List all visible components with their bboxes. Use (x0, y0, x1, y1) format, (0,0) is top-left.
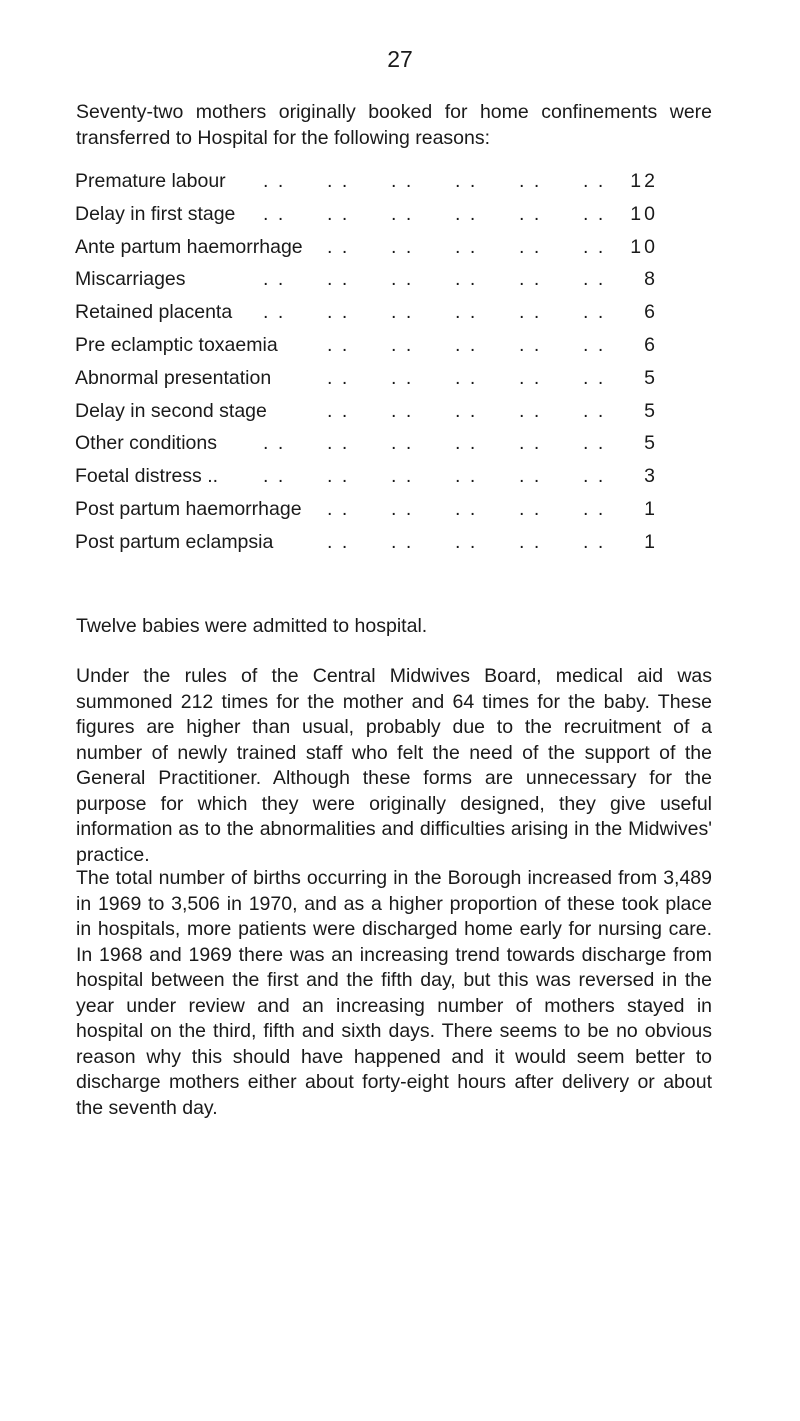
leader-dots: . . (263, 170, 286, 192)
reason-label: Other conditions (75, 432, 217, 455)
leader-dots: . . (391, 202, 414, 225)
leader-dots: . . (327, 202, 350, 225)
reason-label: Abnormal presentation (75, 366, 272, 389)
leader-dots: . . (519, 333, 542, 356)
leader-dots: . . (391, 333, 414, 356)
leader-dots: . . (519, 366, 542, 389)
reason-count: 3 (644, 465, 658, 488)
leader-dots: . . (455, 530, 478, 553)
leader-dots: . . (455, 465, 478, 488)
leader-dots: . . (455, 170, 478, 192)
leader-dots: . . (519, 465, 542, 488)
leader-dots: . . (519, 530, 542, 553)
leader-dots: . . (583, 202, 606, 225)
leader-dots: . . (327, 432, 350, 455)
leader-dots: . . (455, 333, 478, 356)
reason-label: Delay in first stage (75, 202, 236, 225)
leader-dots: . . (455, 268, 478, 291)
leader-dots: . . (391, 301, 414, 324)
leader-dots: . . (455, 497, 478, 520)
leader-dots: . . (327, 235, 350, 258)
leader-dots: . . (583, 399, 606, 422)
leader-dots: . . (519, 432, 542, 455)
leader-dots: . . (391, 465, 414, 488)
leader-dots: . . (583, 235, 606, 258)
reason-label: Premature labour (75, 170, 226, 192)
leader-dots: . . (519, 399, 542, 422)
transfer-reasons-list (75, 169, 658, 563)
reason-label: Post partum eclampsia (75, 530, 274, 553)
medical-aid-paragraph: Under the rules of the Central Midwives Board, medical aid was summoned 212 times for the mother and 64 times for the baby. These figures are higher than usual, probably due to the recruitment of a number of newly trained staff who felt the need of the support of the General Practitioner. Although these forms are unnecessary for the purpose for which they were originally designed, they give useful information as to the abnormalities and difficulties arising in the Midwives' practice. (76, 665, 712, 866)
list-item (75, 431, 658, 464)
reason-count: 6 (644, 333, 658, 356)
list-item (75, 464, 658, 497)
leader-dots: . . (455, 202, 478, 225)
leader-dots: . . (519, 170, 542, 192)
reason-count: 1 (644, 497, 658, 520)
leader-dots: . . (327, 268, 350, 291)
intro-paragraph: Seventy-two mothers originally booked for home confinements were transferred to Hospital for the following reasons: (76, 101, 712, 149)
reason-label: Foetal distress .. (75, 465, 219, 488)
babies-note: Twelve babies were admitted to hospital. (76, 615, 428, 637)
leader-dots: . . (519, 301, 542, 324)
leader-dots: . . (455, 366, 478, 389)
leader-dots: . . (327, 497, 350, 520)
list-item (75, 169, 658, 202)
leader-dots: . . (583, 432, 606, 455)
list-item (75, 267, 658, 300)
list-item (75, 399, 658, 432)
leader-dots: . . (263, 432, 286, 455)
leader-dots: . . (583, 268, 606, 291)
reason-label: Miscarriages (75, 268, 186, 291)
list-item (75, 300, 658, 333)
leader-dots: . . (583, 170, 606, 192)
leader-dots: . . (519, 268, 542, 291)
leader-dots: . . (391, 432, 414, 455)
leader-dots: . . (263, 202, 286, 225)
reason-label: Retained placenta (75, 301, 233, 324)
leader-dots: . . (391, 268, 414, 291)
leader-dots: . . (327, 530, 350, 553)
reason-count: 6 (644, 301, 658, 324)
leader-dots: . . (263, 301, 286, 324)
leader-dots: . . (455, 301, 478, 324)
reason-label: Delay in second stage (75, 399, 267, 422)
list-item (75, 333, 658, 366)
leader-dots: . . (327, 333, 350, 356)
page-number: 27 (387, 46, 413, 72)
births-paragraph: The total number of births occurring in the Borough increased from 3,489 in 1969 to 3,506 in 1970, and as a higher proportion of these took place in hospitals, more patients were discharged home early for nursing care. In 1968 and 1969 there was an increasing trend towards discharge from hospital between the first and the fifth day, but this was reversed in the year under review and an increasing number of mothers stayed in hospital on the third, fifth and sixth days. There seems to be no obvious reason why this should have happened and it would seem better to discharge mothers either about forty-eight hours after delivery or about the seventh day. (76, 867, 712, 1119)
leader-dots: . . (327, 366, 350, 389)
leader-dots: . . (263, 465, 286, 488)
list-item (75, 530, 658, 563)
reason-count: 10 (630, 235, 658, 258)
leader-dots: . . (391, 235, 414, 258)
leader-dots: . . (519, 235, 542, 258)
leader-dots: . . (583, 333, 606, 356)
leader-dots: . . (583, 465, 606, 488)
list-item (75, 235, 658, 268)
leader-dots: . . (327, 465, 350, 488)
list-item (75, 366, 658, 399)
list-item (75, 202, 658, 235)
leader-dots: . . (391, 366, 414, 389)
list-item (75, 497, 658, 530)
leader-dots: . . (391, 497, 414, 520)
leader-dots: . . (583, 530, 606, 553)
leader-dots: . . (455, 399, 478, 422)
leader-dots: . . (455, 432, 478, 455)
reason-count: 12 (630, 170, 658, 192)
reason-label: Pre eclamptic toxaemia (75, 333, 278, 356)
leader-dots: . . (327, 301, 350, 324)
reason-count: 5 (644, 399, 658, 422)
leader-dots: . . (391, 530, 414, 553)
reason-count: 1 (644, 530, 658, 553)
reason-label: Ante partum haemorrhage (75, 235, 303, 258)
leader-dots: . . (391, 399, 414, 422)
reason-label: Post partum haemorrhage (75, 497, 302, 520)
reason-count: 10 (630, 202, 658, 225)
leader-dots: . . (519, 202, 542, 225)
reason-count: 5 (644, 366, 658, 389)
leader-dots: . . (519, 497, 542, 520)
reason-count: 8 (644, 268, 658, 291)
reason-count: 5 (644, 432, 658, 455)
leader-dots: . . (455, 235, 478, 258)
leader-dots: . . (263, 268, 286, 291)
leader-dots: . . (391, 170, 414, 192)
leader-dots: . . (327, 399, 350, 422)
leader-dots: . . (327, 170, 350, 192)
leader-dots: . . (583, 301, 606, 324)
leader-dots: . . (583, 366, 606, 389)
leader-dots: . . (583, 497, 606, 520)
